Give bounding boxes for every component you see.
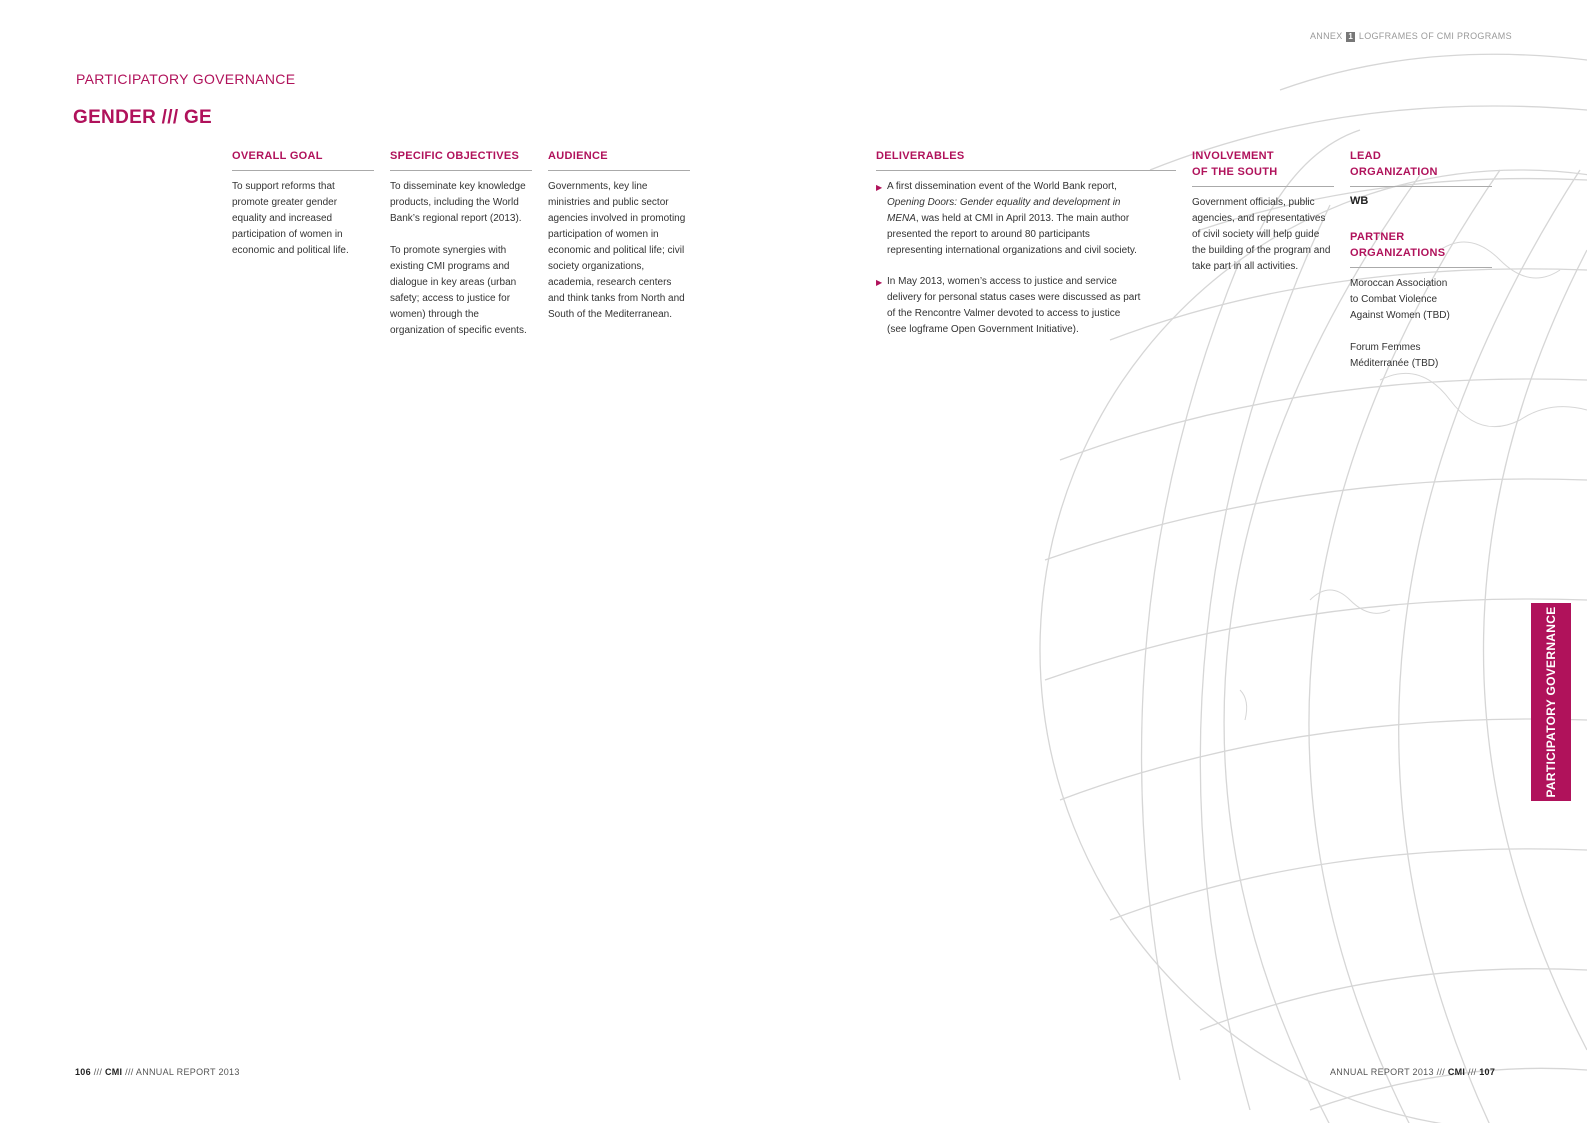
partner-heading-line1: PARTNER xyxy=(1350,231,1405,243)
audience-column xyxy=(548,148,690,339)
partner-organization: Moroccan Association to Combat Violence Against Women (TBD) xyxy=(1350,278,1450,321)
side-tab-label: PARTICIPATORY GOVERNANCE xyxy=(1544,606,1558,798)
footer-report-right: ANNUAL REPORT 2013 xyxy=(1330,1067,1434,1077)
divider xyxy=(390,170,532,171)
page-number-left: 106 xyxy=(75,1067,91,1077)
deliverable-text-before: A first dissemination event of the World Bank report, xyxy=(887,181,1117,192)
lead-organization-column xyxy=(1350,148,1492,388)
deliverables-list xyxy=(876,179,1176,338)
deliverable-text: In May 2013, women’s access to justice and service delivery for personal status cases were discussed as part of the Rencontre Valmer devoted to access to justice (see logframe Open Government Initiative). xyxy=(887,276,1141,335)
footer-right xyxy=(1330,1067,1495,1077)
partner-heading xyxy=(1350,229,1492,261)
objective-paragraph: To disseminate key knowledge products, including the World Bank’s regional report (2013). xyxy=(390,181,526,224)
divider xyxy=(1350,186,1492,187)
section-title: PARTICIPATORY GOVERNANCE xyxy=(76,71,296,87)
footer-left xyxy=(75,1067,240,1077)
lead-heading-line2: ORGANIZATION xyxy=(1350,166,1438,178)
divider xyxy=(1350,267,1492,268)
divider xyxy=(548,170,690,171)
lead-heading xyxy=(1350,148,1492,180)
divider xyxy=(876,170,1176,171)
audience-heading: AUDIENCE xyxy=(548,150,608,162)
footer-org-right: CMI xyxy=(1447,1067,1466,1077)
report-title: Opening Doors: Gender equality and development in MENA xyxy=(887,197,1121,224)
footer-separator: /// xyxy=(1468,1067,1477,1077)
lead-heading-line1: LEAD xyxy=(1350,150,1382,162)
divider xyxy=(1192,186,1334,187)
page-number-right: 107 xyxy=(1479,1067,1496,1077)
footer-org-left: CMI xyxy=(104,1067,123,1077)
objective-paragraph: To promote synergies with existing CMI programs and dialogue in key areas (urban safety; access to justice for women) through the organization of specific events. xyxy=(390,245,527,336)
divider xyxy=(232,170,374,171)
annex-label: ANNEX xyxy=(1310,31,1343,41)
involvement-heading-line2: OF THE SOUTH xyxy=(1192,166,1278,178)
annex-number: 1 xyxy=(1348,32,1354,41)
overall-goal-heading: OVERALL GOAL xyxy=(232,150,323,162)
list-item xyxy=(876,179,1142,259)
list-item xyxy=(876,274,1142,338)
footer-separator: /// xyxy=(1436,1067,1445,1077)
footer-report-left: ANNUAL REPORT 2013 xyxy=(135,1067,240,1077)
footer-separator: /// xyxy=(93,1067,103,1077)
bullet-triangle-icon: ▶ xyxy=(876,183,883,192)
partner-organization: Forum Femmes Méditerranée (TBD) xyxy=(1350,342,1439,369)
annex-header xyxy=(1310,31,1510,42)
lead-organization-value: WB xyxy=(1350,195,1369,207)
partner-heading-line2: ORGANIZATIONS xyxy=(1350,247,1446,259)
involvement-heading xyxy=(1192,148,1334,180)
section-side-tab xyxy=(1531,603,1571,801)
involvement-text: Government officials, public agencies, and representatives of civil society will help guide the building of the program and take part in all activities. xyxy=(1192,197,1331,272)
footer-separator: /// xyxy=(125,1067,134,1077)
annex-title: LOGFRAMES OF CMI PROGRAMS xyxy=(1358,31,1512,41)
program-title: GENDER /// GE xyxy=(73,107,213,128)
deliverables-column xyxy=(876,148,1176,353)
involvement-column xyxy=(1192,148,1334,291)
specific-objectives-heading: SPECIFIC OBJECTIVES xyxy=(390,150,520,162)
deliverable-text-after: , was held at CMI in April 2013. The main author presented the report to around 80 participants representing international organizations and civil society. xyxy=(887,213,1137,256)
specific-objectives-column xyxy=(390,148,532,355)
deliverables-heading: DELIVERABLES xyxy=(876,150,965,162)
bullet-triangle-icon: ▶ xyxy=(876,278,883,287)
overall-goal-column xyxy=(232,148,374,275)
involvement-heading-line1: INVOLVEMENT xyxy=(1192,150,1274,162)
audience-text: Governments, key line ministries and public sector agencies involved in promoting participation of women in economic and political life; civil society organizations, academia, research centers and think tanks from North and South of the Mediterranean. xyxy=(548,181,686,320)
overall-goal-text: To support reforms that promote greater gender equality and increased participation of women in economic and political life. xyxy=(232,181,349,256)
